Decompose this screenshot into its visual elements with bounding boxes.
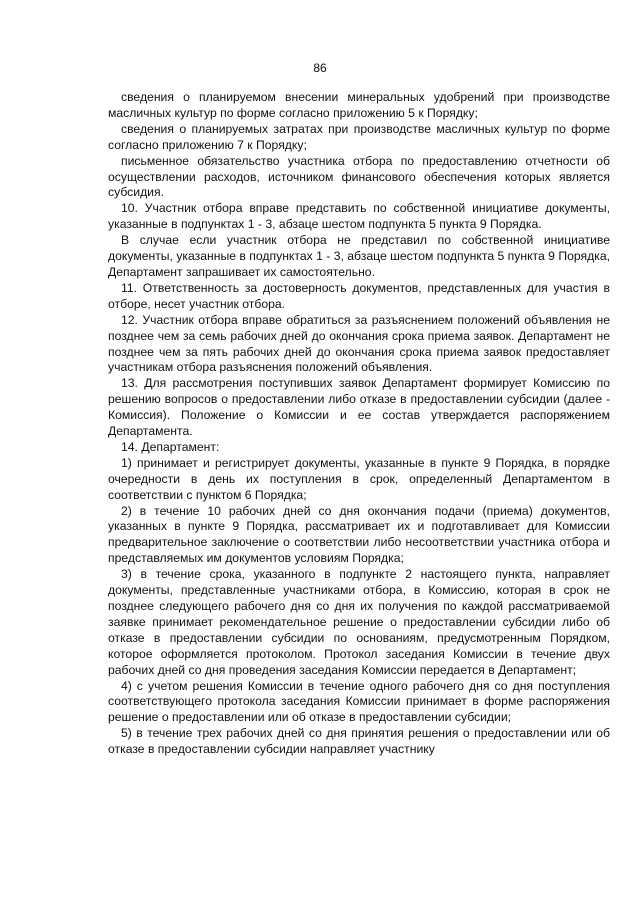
paragraph: 1) принимает и регистрирует документы, указанные в пункте 9 Порядка, в порядке очередности в день их поступления в срок, определенный Департаментом в соответствии с пунктом 6 Порядка; <box>108 455 610 502</box>
paragraph: сведения о планируемых затратах при производстве масличных культур по форме согласно приложению 7 к Порядку; <box>108 121 610 152</box>
paragraph: 2) в течение 10 рабочих дней со дня окончания подачи (приема) документов, указанных в пункте 9 Порядка, рассматривает их и подготавливает для Комиссии предварительное заключение о соответствии либо несоответствии участника отбора и представляемых им документов условиям Порядка; <box>108 503 610 566</box>
paragraph: 10. Участник отбора вправе представить по собственной инициативе документы, указанные в подпунктах 1 - 3, абзаце шестом подпункта 5 пункта 9 Порядка. <box>108 201 610 232</box>
document-body <box>108 90 610 758</box>
page-number: 86 <box>313 61 327 75</box>
paragraph: 13. Для рассмотрения поступивших заявок Департамент формирует Комиссию по решению вопросов о предоставлении либо отказе в предоставлении субсидии (далее - Комиссия). Положение о Комиссии и ее состав утверждается распоряжением Департамента. <box>108 376 610 439</box>
paragraph: В случае если участник отбора не представил по собственной инициативе документы, указанные в подпунктах 1 - 3, абзаце шестом подпункта 5 пункта 9 Порядка, Департамент запрашивает их самостоятельно. <box>108 233 610 279</box>
paragraph: 14. Департамент: <box>121 439 220 454</box>
paragraph: 12. Участник отбора вправе обратиться за разъяснением положений объявления не позднее чем за семь рабочих дней до окончания срока приема заявок. Департамент не позднее чем за пять рабочих дней до окончания срока приема заявок предоставляет участникам отбора разъяснения положений объявления. <box>108 312 610 375</box>
paragraph: 11. Ответственность за достоверность документов, представленных для участия в отборе, несет участник отбора. <box>108 280 610 311</box>
paragraph: 5) в течение трех рабочих дней со дня принятия решения о предоставлении или об отказе в предоставлении субсидии направляет участнику <box>108 726 610 757</box>
paragraph: письменное обязательство участника отбора по предоставлению отчетности об осуществлении расходов, источником финансового обеспечения которых является субсидия. <box>108 153 610 200</box>
paragraph: 4) с учетом решения Комиссии в течение одного рабочего дня со дня поступления соответствующего протокола заседания Комиссии принимает в форме распоряжения решение о предоставлении или об отказе в предоставлении субсидии; <box>108 678 610 725</box>
paragraph: 3) в течение срока, указанного в подпункте 2 настоящего пункта, направляет документы, представленные участниками отбора, в Комиссию, которая в срок не позднее следующего рабочего дня со дня их получения по каждой рассматриваемой заявке принимает рекомендательное решение о предоставлении субсидии либо об отказе в предоставлении субсидии по основаниям, предусмотренным Порядком, которое оформляется протоколом. Протокол заседания Комиссии в течение двух рабочих дней со дня проведения заседания Комиссии передается в Департамент; <box>108 567 610 677</box>
paragraph: сведения о планируемом внесении минеральных удобрений при производстве масличных культур по форме согласно приложению 5 к Порядку; <box>108 90 610 120</box>
